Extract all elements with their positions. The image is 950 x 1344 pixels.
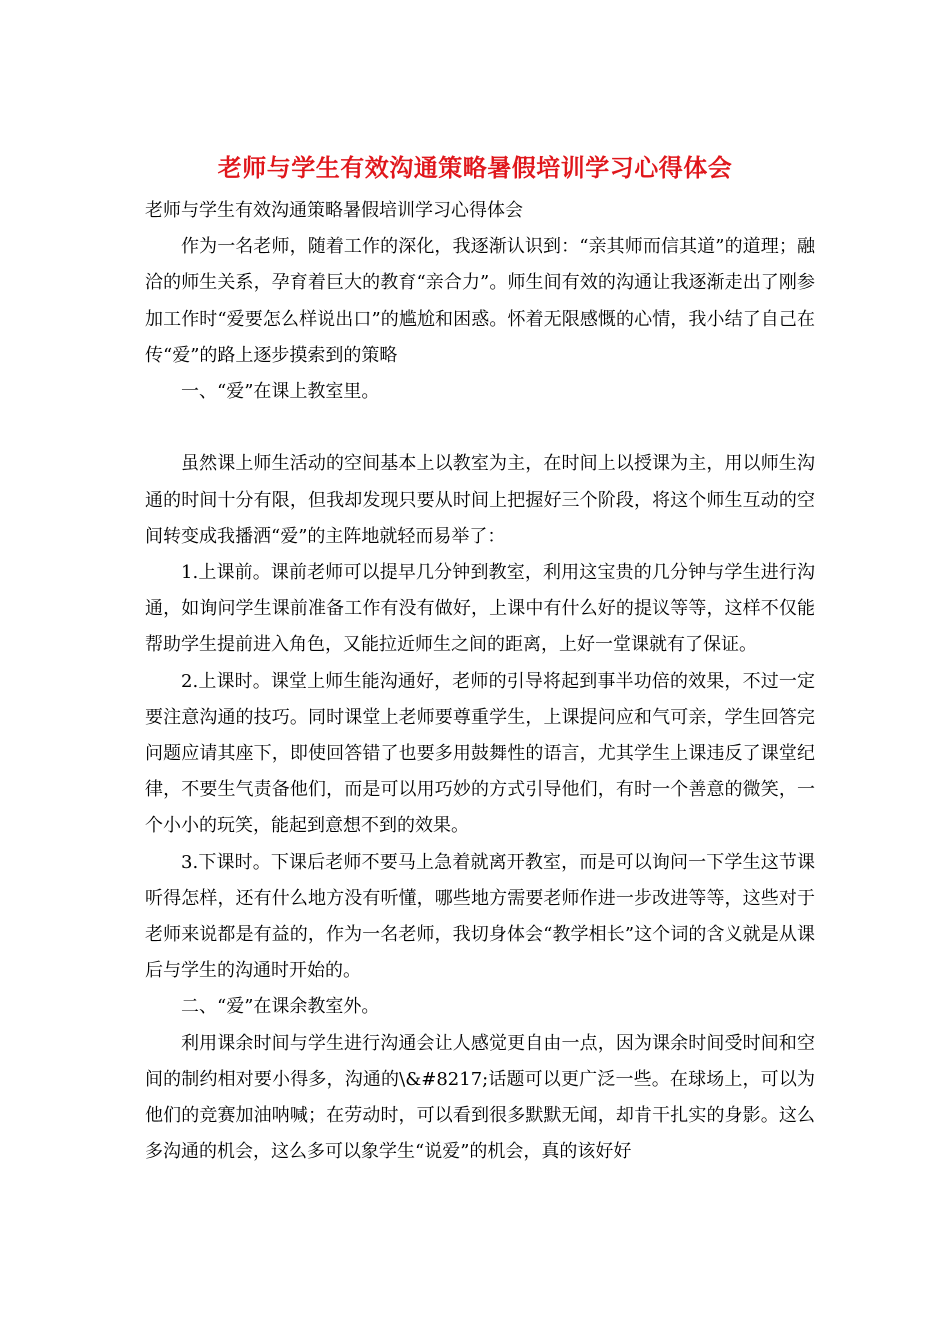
- document-body: [145, 193, 815, 1170]
- paragraph-after-school: 利用课余时间与学生进行沟通会让人感觉更自由一点，因为课余时间受时间和空间的制约相对要小得多，沟通的\&#8217;话题可以更广泛一些。在球场上，可以为他们的竞赛加油呐喊；在劳动时，可以看到很多默默无闻，却肯干扎实的身影。这么多沟通的机会，这么多可以象学生“说爱”的机会，真的该好好: [145, 1032, 815, 1163]
- paragraph-intro: 作为一名老师，随着工作的深化，我逐渐认识到：“亲其师而信其道”的道理；融洽的师生关系，孕育着巨大的教育“亲合力”。师生间有效的沟通让我逐渐走出了刚参加工作时“爱要怎么样说出口”的尴尬和困惑。怀着无限感慨的心情，我小结了自己在传“爱”的路上逐步摸索到的策略: [145, 236, 815, 366]
- section-heading-1: 一、“爱”在课上教室里。: [181, 381, 380, 403]
- blank-line: [145, 410, 815, 446]
- paragraph-before-class: 1.上课前。课前老师可以提早几分钟到教室，利用这宝贵的几分钟与学生进行沟通，如询问学生课前准备工作有没有做好，上课中有什么好的提议等等，这样不仅能帮助学生提前进入角色，又能拉近师生之间的距离，上好一堂课就有了保证。: [145, 562, 815, 656]
- section-heading-2: 二、“爱”在课余教室外。: [181, 996, 380, 1018]
- paragraph-during-class: 2.上课时。课堂上师生能沟通好，老师的引导将起到事半功倍的效果，不过一定要注意沟通的技巧。同时课堂上老师要尊重学生，上课提问应和气可亲，学生回答完问题应请其座下，即使回答错了也要多用鼓舞性的语言，尤其学生上课违反了课堂纪律，不要生气责备他们，而是可以用巧妙的方式引导他们，有时一个善意的微笑，一个小小的玩笑，能起到意想不到的效果。: [145, 670, 815, 837]
- paragraph-after-class: 3.下课时。下课后老师不要马上急着就离开教室，而是可以询问一下学生这节课听得怎样，还有什么地方没有听懂，哪些地方需要老师作进一步改进等等，这些对于老师来说都是有益的，作为一名老师，我切身体会“教学相长”这个词的含义就是从课后与学生的沟通时开始的。: [145, 851, 815, 982]
- paragraph-classroom: 虽然课上师生活动的空间基本上以教室为主，在时间上以授课为主，用以师生沟通的时间十分有限，但我却发现只要从时间上把握好三个阶段，将这个师生互动的空间转变成我播洒“爱”的主阵地就轻而易举了：: [145, 453, 815, 547]
- document-title: 老师与学生有效沟通策略暑假培训学习心得体会: [217, 153, 733, 182]
- body-heading-line: 老师与学生有效沟通策略暑假培训学习心得体会: [145, 200, 523, 221]
